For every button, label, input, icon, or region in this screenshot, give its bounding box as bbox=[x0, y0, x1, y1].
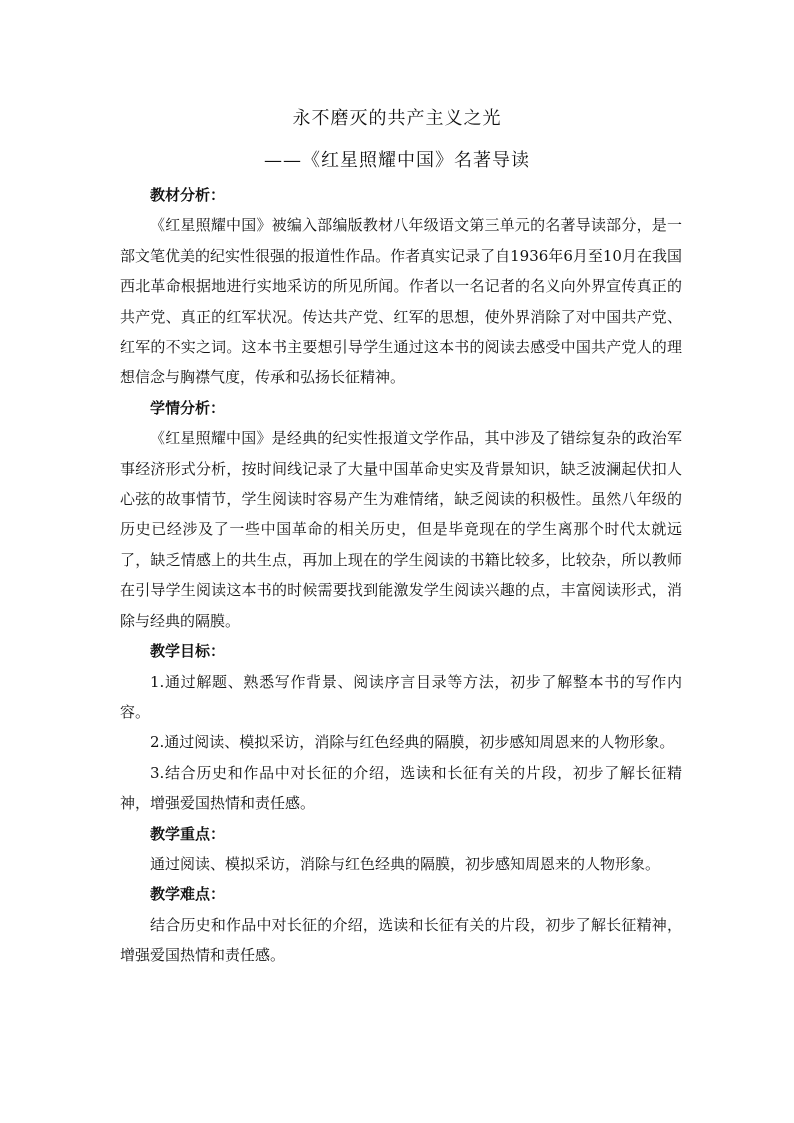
section-heading-teaching-objectives: 教学目标： bbox=[150, 642, 226, 661]
objective-item-1: 1.通过解题、熟悉写作背景、阅读序言目录等方法，初步了解整本书的写作内容。 bbox=[120, 672, 682, 721]
document-title: 永不磨灭的共产主义之光 bbox=[292, 108, 502, 129]
document-body bbox=[120, 180, 682, 971]
section-heading-difficult-points: 教学难点： bbox=[150, 885, 226, 904]
paragraph-key-points: 通过阅读、模拟采访，消除与红色经典的隔膜，初步感知周恩来的人物形象。 bbox=[150, 854, 661, 873]
section-heading-textbook-analysis: 教材分析： bbox=[150, 186, 226, 204]
objective-item-3: 3.结合历史和作品中对长征的介绍，选读和长征有关的片段，初步了解长征精神，增强爱国热情和责任感。 bbox=[120, 763, 682, 813]
paragraph-textbook-analysis: 《红星照耀中国》被编入部编版教材八年级语文第三单元的名著导读部分，是一部文笔优美的纪实性很强的报道性作品。作者真实记录了自1936年6月至10月在我国西北革命根据地进行实地采访的所见所闻。作者以一名记者的名义向外界宣传真正的共产党、真正的红军状况。传达共产党、红军的思想，使外界消除了对中国共产党、红军的不实之词。这本书主要想引导学生通过这本书的阅读去感受中国共产党人的理想信念与胸襟气度，传承和弘扬长征精神。 bbox=[120, 216, 682, 387]
document-subtitle: ——《红星照耀中国》名著导读 bbox=[264, 150, 530, 171]
paragraph-student-analysis: 《红星照耀中国》是经典的纪实性报道文学作品，其中涉及了错综复杂的政治军事经济形式分析，按时间线记录了大量中国革命史实及背景知识，缺乏波澜起伏扣人心弦的故事情节，学生阅读时容易产生为难情绪，缺乏阅读的积极性。虽然八年级的历史已经涉及了一些中国革命的相关历史，但是毕竟现在的学生离那个时代太就远了，缺乏情感上的共生点，再加上现在的学生阅读的书籍比较多，比较杂，所以教师在引导学生阅读这本书的时候需要找到能激发学生阅读兴趣的点，丰富阅读形式，消除与经典的隔膜。 bbox=[120, 429, 682, 630]
objective-item-2: 2.通过阅读、模拟采访，消除与红色经典的隔膜，初步感知周恩来的人物形象。 bbox=[150, 733, 675, 752]
section-heading-student-analysis: 学情分析： bbox=[150, 398, 226, 417]
paragraph-difficult-points: 结合历史和作品中对长征的介绍，选读和长征有关的片段，初步了解长征精神，增强爱国热情和责任感。 bbox=[120, 915, 682, 965]
section-heading-key-points: 教学重点： bbox=[150, 824, 226, 843]
